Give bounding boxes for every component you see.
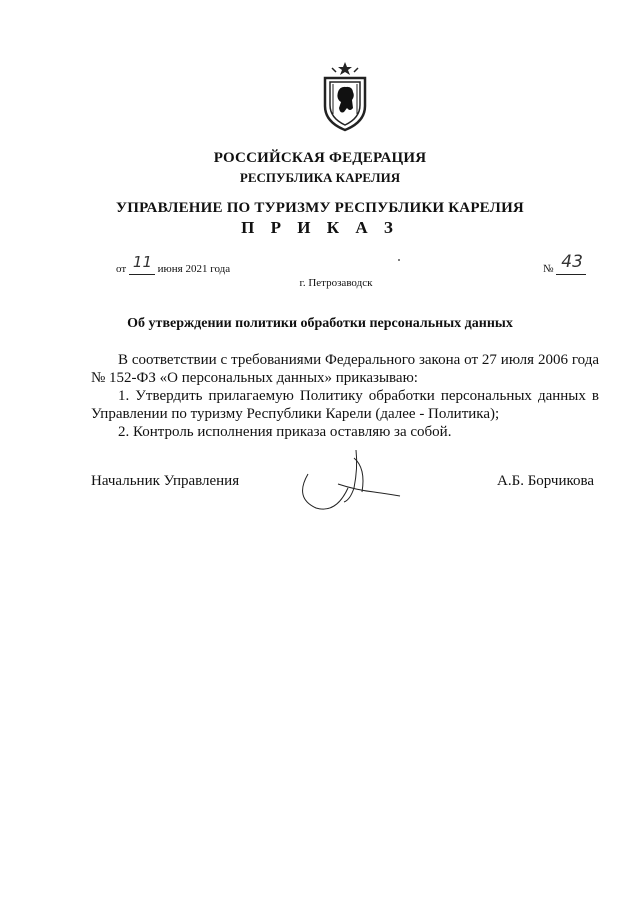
signatory-position: Начальник Управления <box>91 473 240 489</box>
country-title: РОССИЙСКАЯ ФЕДЕРАЦИЯ <box>213 150 427 166</box>
date-day-handwritten: 11 <box>132 253 153 271</box>
agency-title: УПРАВЛЕНИЕ ПО ТУРИЗМУ РЕСПУБЛИКИ КАРЕЛИЯ <box>116 200 524 216</box>
handwritten-signature <box>296 448 406 516</box>
date-prefix: от <box>116 263 127 275</box>
document-subject: Об утверждении политики обработки персональных данных <box>127 316 513 331</box>
coat-of-arms-emblem <box>322 62 368 132</box>
document-body <box>91 351 599 441</box>
number-handwritten: 43 <box>561 252 583 272</box>
number-field <box>556 252 586 275</box>
stray-dot <box>398 259 400 261</box>
number-line <box>543 252 586 275</box>
number-label: № <box>543 263 554 275</box>
document-type-title: П Р И К А З <box>241 218 399 237</box>
city-line: г. Петрозаводск <box>299 277 373 289</box>
date-line <box>116 253 231 275</box>
republic-title: РЕСПУБЛИКА КАРЕЛИЯ <box>239 170 401 185</box>
body-paragraph-item-1: 1. Утвердить прилагаемую Политику обработки персональных данных в Управлении по туризму Республики Карели (далее - Политика); <box>91 388 599 422</box>
body-paragraph-item-2: 2. Контроль исполнения приказа оставляю за собой. <box>118 424 452 440</box>
signatory-name: А.Б. Борчикова <box>497 473 595 489</box>
body-paragraph-preamble: В соответствии с требованиями Федерального закона от 27 июля 2006 года № 152-ФЗ «О персональных данных» приказываю: <box>91 352 599 386</box>
date-day-field <box>129 253 155 275</box>
date-month-year: июня 2021 года <box>157 263 231 275</box>
